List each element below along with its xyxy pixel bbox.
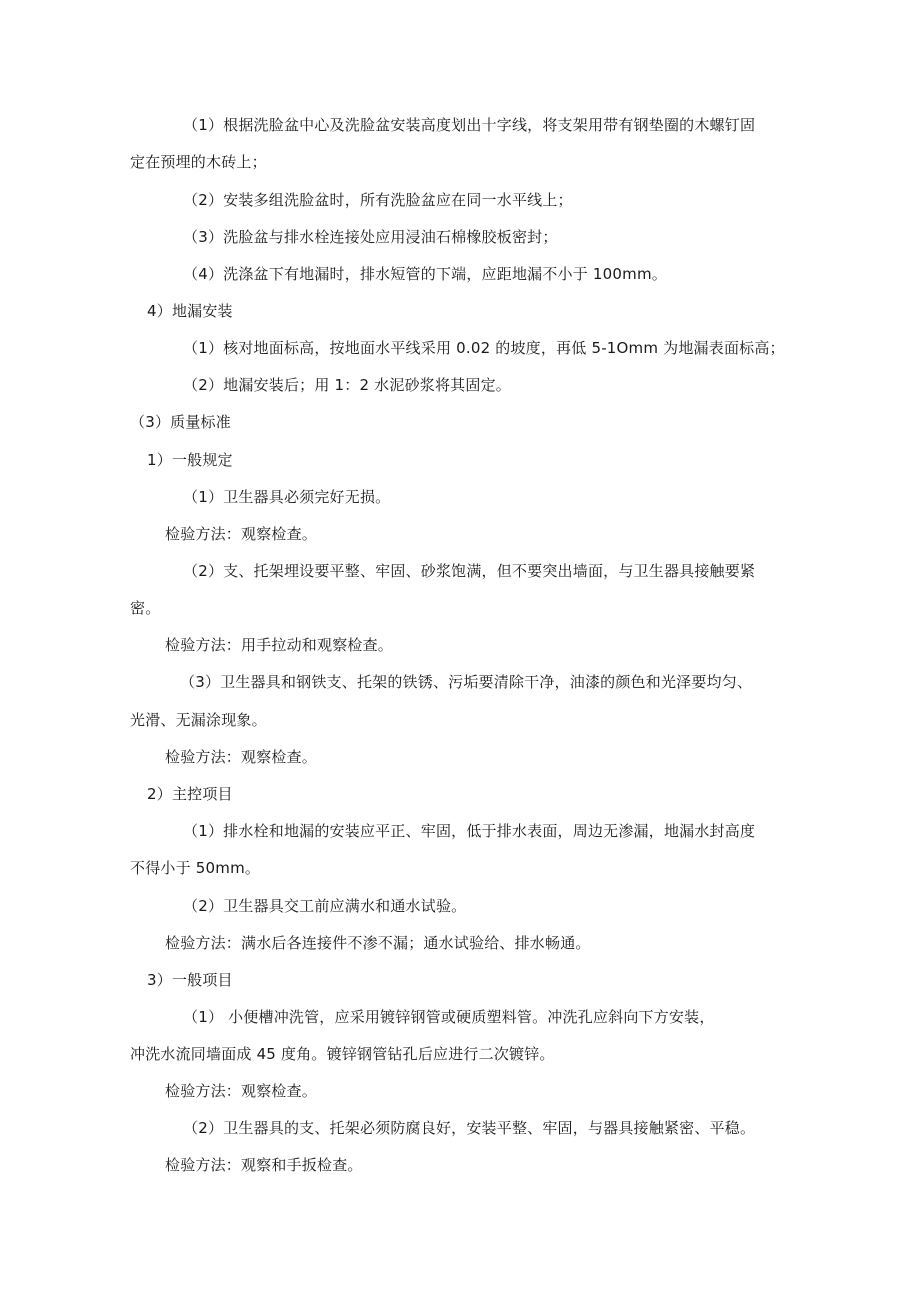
section-heading: 1）一般规定	[147, 451, 233, 469]
section-heading: （3）质量标准	[130, 413, 231, 431]
inspection-method: 检验方法：观察和手扳检查。	[165, 1156, 363, 1174]
text-line: （1）核对地面标高，按地面水平线采用 0.02 的坡度，再低 5-1Omm 为地漏表面标高；	[183, 339, 785, 357]
text-line: （4）洗涤盆下有地漏时，排水短管的下端，应距地漏不小于 100mm。	[183, 265, 667, 283]
inspection-method: 检验方法：观察检查。	[165, 748, 318, 766]
text-line: （1）卫生器具必须完好无损。	[183, 488, 391, 506]
section-heading: 2）主控项目	[147, 785, 233, 803]
inspection-method: 检验方法：观察检查。	[165, 525, 318, 543]
text-line: （1） 小便槽冲洗管，应采用镀锌钢管或硬质塑料管。冲洗孔应斜向下方安装，	[183, 1008, 715, 1026]
text-line: 不得小于 50mm。	[130, 859, 261, 877]
text-line: （2）地漏安装后；用 1：2 水泥砂浆将其固定。	[183, 376, 511, 394]
text-line: （2）卫生器具交工前应满水和通水试验。	[183, 897, 467, 915]
inspection-method: 检验方法：用手拉动和观察检查。	[165, 636, 394, 654]
inspection-method: 检验方法：观察检查。	[165, 1082, 318, 1100]
text-line: 冲洗水流同墙面成 45 度角。镀锌钢管钻孔后应进行二次镀锌。	[130, 1045, 555, 1063]
text-line: （1）排水栓和地漏的安装应平正、牢固，低于排水表面，周边无渗漏，地漏水封高度	[183, 822, 756, 840]
text-line: 光滑、无漏涂现象。	[130, 711, 267, 729]
section-heading: 4）地漏安装	[147, 302, 233, 320]
section-heading: 3）一般项目	[147, 971, 233, 989]
inspection-method: 检验方法：满水后各连接件不渗不漏；通水试验给、排水畅通。	[165, 934, 591, 952]
text-line: 定在预埋的木砖上；	[130, 153, 267, 171]
text-line: 密。	[130, 599, 161, 617]
text-line: （2）支、托架埋设要平整、牢固、砂浆饱满，但不要突出墙面，与卫生器具接触要紧	[183, 562, 756, 580]
text-line: （1）根据洗脸盆中心及洗脸盆安装高度划出十字线，将支架用带有钢垫圈的木螺钉固	[183, 116, 756, 134]
text-line: （2）安装多组洗脸盆时，所有洗脸盆应在同一水平线上；	[183, 191, 573, 209]
text-line: （2）卫生器具的支、托架必须防腐良好，安装平整、牢固，与器具接触紧密、平稳。	[183, 1119, 756, 1137]
text-line: （3）洗脸盆与排水栓连接处应用浸油石棉橡胶板密封；	[183, 228, 558, 246]
text-line: （3）卫生器具和钢铁支、托架的铁锈、污垢要清除干净，油漆的颜色和光泽要均匀、	[180, 673, 753, 691]
